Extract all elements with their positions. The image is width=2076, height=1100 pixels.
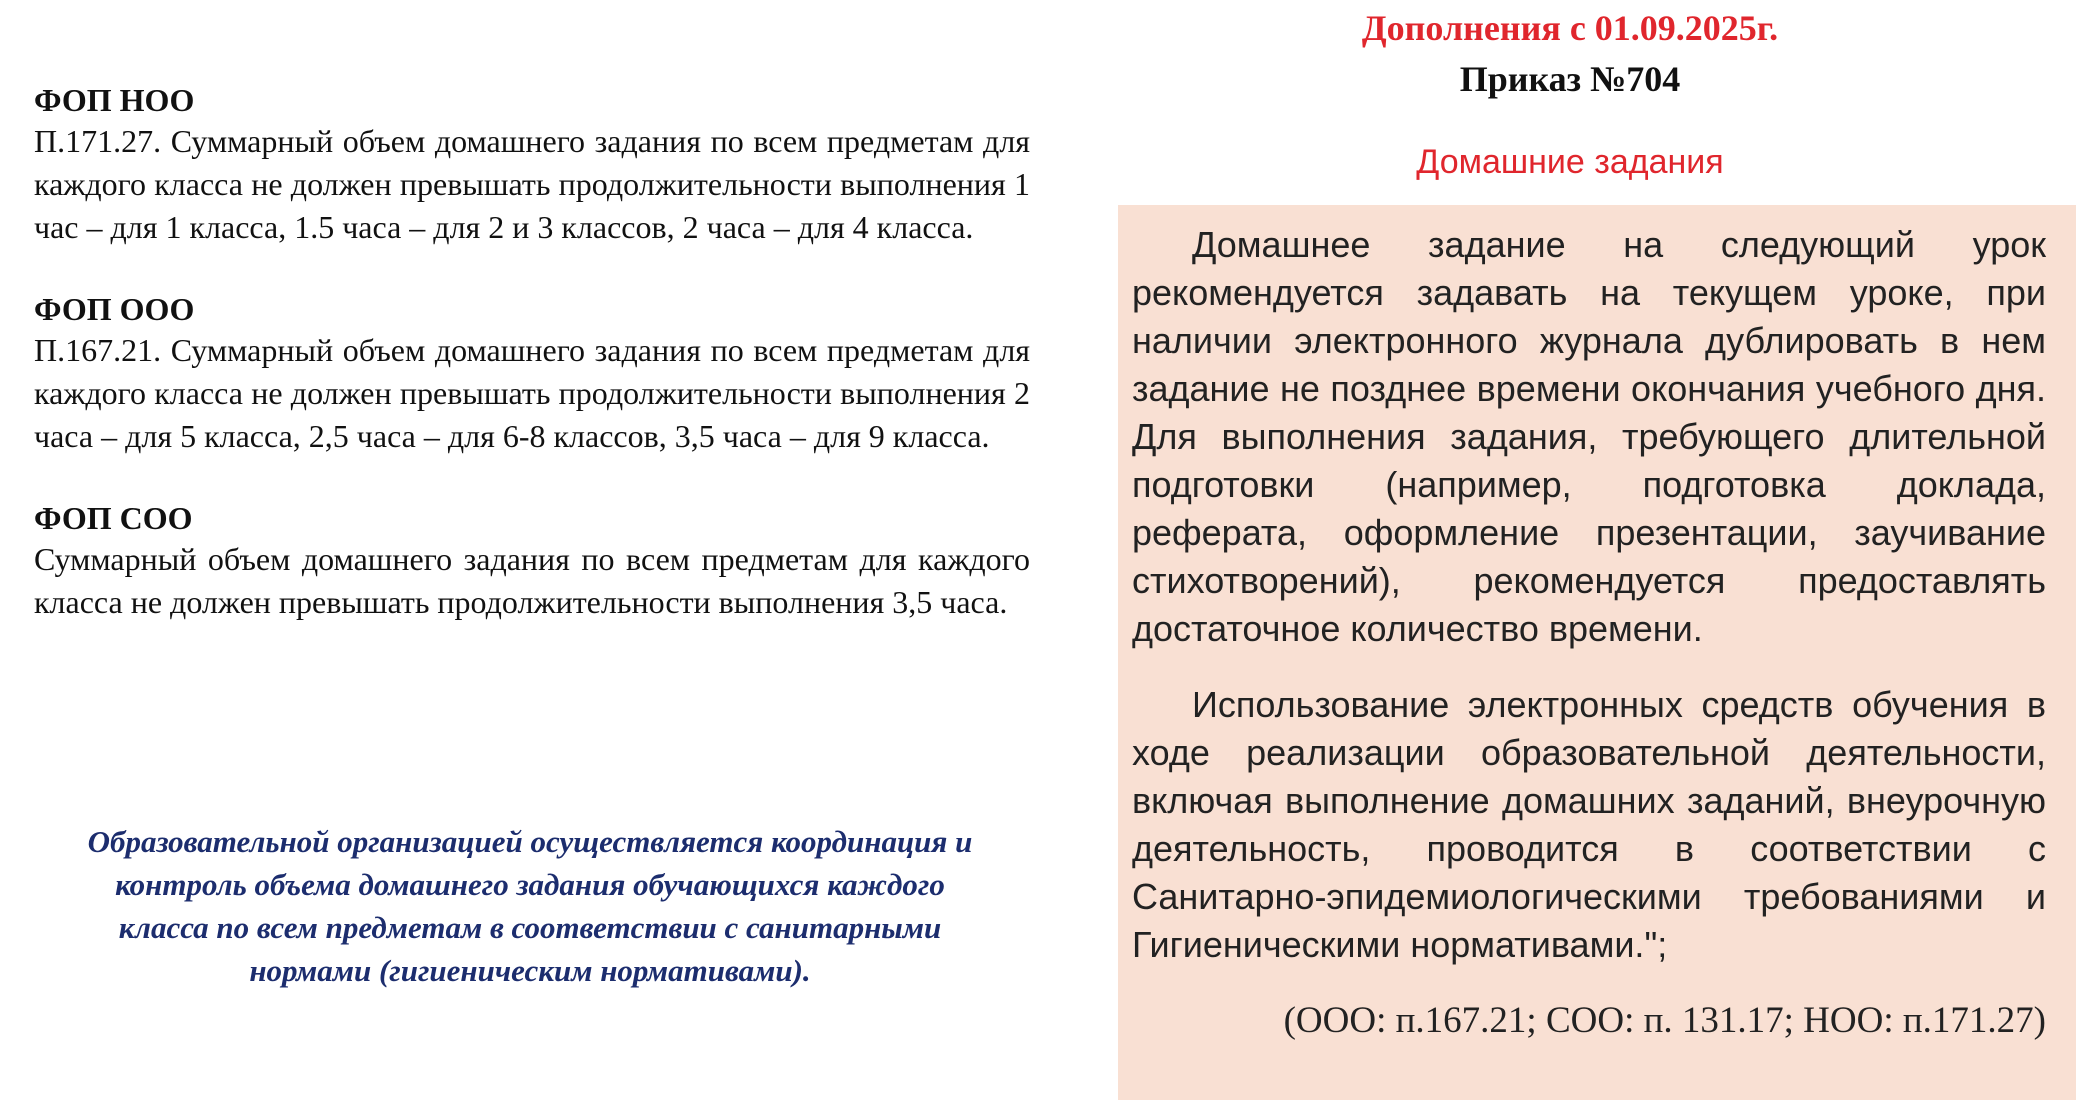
- order-number: Приказ №704: [1459, 59, 1681, 99]
- paragraph-electronic-tools: Использование электронных средств обучения в ходе реализации образовательной деятельности, включая выполнение домашних заданий, внеурочную деятельность, проводится в соответствии с Санитарно-эпидемиологическими требованиями и Гигиеническими нормативами.";: [1132, 684, 2046, 965]
- section-text: Суммарный объем домашнего задания по всем предметам для каждого класса не должен превышать продолжительности выполнения 3,5 часа.: [34, 541, 1030, 620]
- section-title: ФОП ООО: [34, 291, 195, 327]
- section-fop-soo: [34, 498, 1030, 624]
- additions-heading: Дополнения с 01.09.2025г.: [1361, 8, 1779, 48]
- highlight-box: [1118, 205, 2076, 1100]
- coordination-note: Образовательной организацией осуществляется координация и контроль объема домашнего задания обучающихся каждого класса по всем предметам в соответствии с санитарными нормами (гигиеническим нормативами).: [87, 824, 973, 988]
- section-title: ФОП СОО: [34, 500, 193, 536]
- section-text: П.167.21. Суммарный объем домашнего задания по всем предметам для каждого класса не должен превышать продолжительности выполнения 2 часа – для 5 класса, 2,5 часа – для 6-8 классов, 3,5 часа – для 9 класса.: [34, 332, 1030, 454]
- section-fop-ooo: [34, 289, 1030, 458]
- paragraph-homework: Домашнее задание на следующий урок рекомендуется задавать на текущем уроке, при наличии электронного журнала дублировать в нем задание не позднее времени окончания учебного дня. Для выполнения задания, требующего длительной подготовки (например, подготовка доклада, реферата, оформление презентации, заучивание стихотворений), рекомендуется предоставлять достаточное количество времени.: [1132, 224, 2046, 649]
- section-title: ФОП НОО: [34, 82, 195, 118]
- right-header: [1120, 0, 2020, 184]
- left-column: [34, 80, 1030, 664]
- reference-line: (ООО: п.167.21; СОО: п. 131.17; НОО: п.171.27): [1283, 1000, 2046, 1041]
- section-text: П.171.27. Суммарный объем домашнего задания по всем предметам для каждого класса не должен превышать продолжительности выполнения 1 час – для 1 класса, 1.5 часа – для 2 и 3 классов, 2 часа – для 4 класса.: [34, 123, 1030, 245]
- homework-subheading: Домашние задания: [1416, 143, 1724, 181]
- section-fop-noo: [34, 80, 1030, 249]
